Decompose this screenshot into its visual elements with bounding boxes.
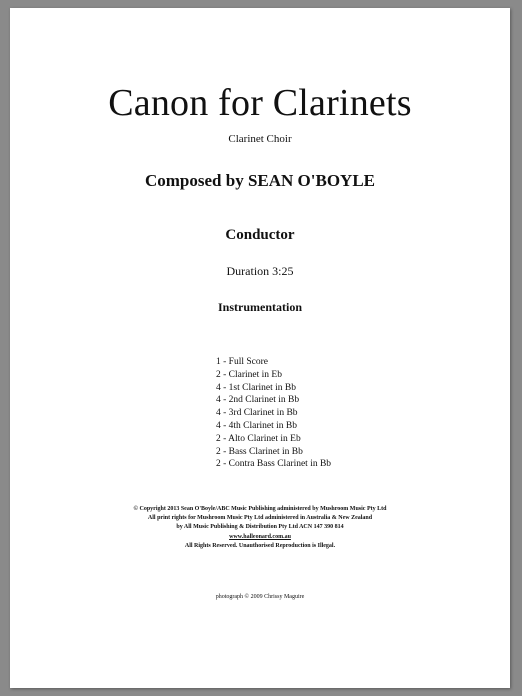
score-page: [10, 8, 510, 688]
instrumentation-item: 2 - Clarinet in Eb: [216, 369, 282, 380]
duration-text: Duration 3:25: [226, 264, 294, 278]
instrumentation-list: [216, 356, 331, 471]
instrumentation-item: 4 - 1st Clarinet in Bb: [216, 382, 296, 393]
composer-line: Composed by SEAN O'BOYLE: [144, 171, 376, 190]
instrumentation-heading: Instrumentation: [217, 300, 302, 314]
instrumentation-item: 1 - Full Score: [216, 357, 268, 367]
copyright-line: © Copyright 2013 Sean O'Boyle/ABC Music Publishing administered by Mushroom Music Pty Ltd: [133, 506, 387, 512]
publisher-website-link[interactable]: www.halleonard.com.au: [229, 533, 291, 540]
ensemble-subtitle: Clarinet Choir: [228, 133, 292, 145]
page-title: Canon for Clarinets: [108, 82, 412, 124]
copyright-notice: [10, 505, 510, 551]
instrumentation-item: 2 - Bass Clarinet in Bb: [216, 446, 303, 457]
instrumentation-item: 4 - 3rd Clarinet in Bb: [216, 408, 298, 419]
copyright-line: by All Music Publishing & Distribution Pty Ltd ACN 147 390 814: [176, 524, 344, 531]
copyright-line: All Rights Reserved. Unauthorised Reproduction is Illegal.: [184, 542, 336, 549]
instrumentation-item: 4 - 2nd Clarinet in Bb: [216, 395, 300, 406]
part-name: Conductor: [225, 227, 295, 243]
photo-credit: photograph © 2009 Chrissy Maguire: [215, 594, 305, 600]
instrumentation-item: 2 - Alto Clarinet in Eb: [216, 433, 301, 444]
instrumentation-item: 4 - 4th Clarinet in Bb: [216, 420, 298, 431]
instrumentation-item: 2 - Contra Bass Clarinet in Bb: [216, 459, 332, 470]
copyright-line: All print rights for Mushroom Music Pty Ltd administered in Australia & New Zealand: [147, 515, 373, 522]
